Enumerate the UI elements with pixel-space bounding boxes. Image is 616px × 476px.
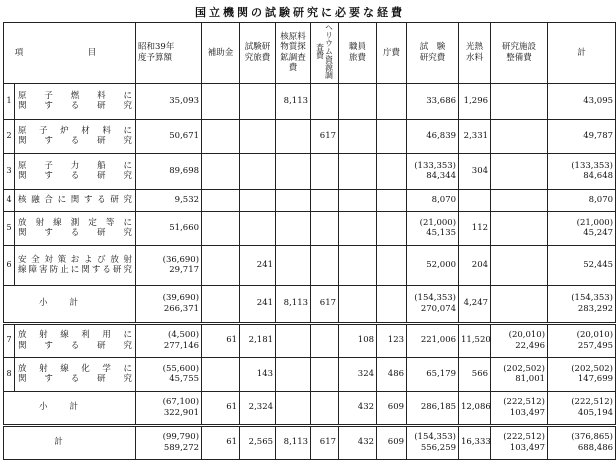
cell-konetsu: 4,247 bbox=[459, 285, 491, 323]
cell-budget: (99,790) 589,272 bbox=[136, 425, 202, 459]
cell-heli bbox=[311, 83, 339, 119]
header-budget: 昭和39年 度予算額 bbox=[136, 23, 202, 84]
cell-konetsu: 112 bbox=[459, 211, 491, 245]
table-row bbox=[4, 189, 616, 211]
cell-shokuin: 108 bbox=[339, 323, 377, 357]
row-index: 7 bbox=[4, 323, 15, 357]
cell-ryohi: 2,565 bbox=[240, 425, 276, 459]
cell-ryohi bbox=[240, 119, 276, 153]
cell-shisetsu bbox=[491, 211, 548, 245]
header-nuclear-survey: 核原料 物質探 鉱調査費 bbox=[276, 23, 311, 84]
cell-konetsu: 566 bbox=[459, 357, 491, 391]
cell-heli bbox=[311, 391, 339, 425]
row-index: 1 bbox=[4, 83, 15, 119]
cell-heli bbox=[311, 323, 339, 357]
row-item-name: 原子力船に 関する研究 bbox=[15, 153, 136, 189]
cell-budget: 50,671 bbox=[136, 119, 202, 153]
cell-chohi: 609 bbox=[377, 425, 407, 459]
cell-shiken: (154,353) 270,074 bbox=[407, 285, 459, 323]
cell-heli: 617 bbox=[311, 425, 339, 459]
cell-shokuin bbox=[339, 285, 377, 323]
cell-ryohi bbox=[240, 153, 276, 189]
cell-shiken: (154,353) 556,259 bbox=[407, 425, 459, 459]
table-row bbox=[4, 119, 616, 153]
cell-budget: (67,100) 322,901 bbox=[136, 391, 202, 425]
cell-hojo bbox=[202, 153, 240, 189]
cell-shisetsu bbox=[491, 189, 548, 211]
table-row bbox=[4, 153, 616, 189]
cell-kakugen bbox=[276, 323, 311, 357]
cell-shiken: (21,000) 45,135 bbox=[407, 211, 459, 245]
cell-shiken: 65,179 bbox=[407, 357, 459, 391]
cell-shiken: 286,185 bbox=[407, 391, 459, 425]
row-label: 計 bbox=[4, 425, 136, 459]
cell-konetsu: 2,331 bbox=[459, 119, 491, 153]
cell-total: (133,353) 84,648 bbox=[548, 153, 616, 189]
row-index: 5 bbox=[4, 211, 15, 245]
cell-kakugen bbox=[276, 391, 311, 425]
table-row bbox=[4, 357, 616, 391]
cell-shisetsu: (222,512) 103,497 bbox=[491, 425, 548, 459]
row-item-name: 原子炉材料に 関する研究 bbox=[15, 119, 136, 153]
header-item: 項 目 bbox=[4, 23, 136, 84]
cell-kakugen bbox=[276, 211, 311, 245]
cell-total: (222,512) 405,194 bbox=[548, 391, 616, 425]
header-total: 計 bbox=[548, 23, 616, 84]
cell-chohi bbox=[377, 285, 407, 323]
header-staff-travel: 職員 旅費 bbox=[339, 23, 377, 84]
cell-konetsu: 1,296 bbox=[459, 83, 491, 119]
cell-kakugen bbox=[276, 153, 311, 189]
header-helium: ヘリウム資源調査費 bbox=[311, 23, 339, 84]
cell-hojo bbox=[202, 245, 240, 285]
cell-ryohi bbox=[240, 83, 276, 119]
cell-heli: 617 bbox=[311, 285, 339, 323]
cell-hojo: 61 bbox=[202, 391, 240, 425]
row-index: 8 bbox=[4, 357, 15, 391]
cell-shokuin bbox=[339, 119, 377, 153]
cell-shokuin: 432 bbox=[339, 391, 377, 425]
cell-ryohi: 143 bbox=[240, 357, 276, 391]
cell-heli bbox=[311, 245, 339, 285]
cell-hojo: 61 bbox=[202, 323, 240, 357]
cell-shisetsu: (202,502) 81,001 bbox=[491, 357, 548, 391]
header-facility: 研究施設 整備費 bbox=[491, 23, 548, 84]
cell-ryohi: 2,324 bbox=[240, 391, 276, 425]
cell-shisetsu bbox=[491, 285, 548, 323]
cell-hojo bbox=[202, 357, 240, 391]
grand-total-row bbox=[4, 425, 616, 459]
cell-shokuin: 432 bbox=[339, 425, 377, 459]
cell-shokuin bbox=[339, 189, 377, 211]
cell-hojo bbox=[202, 83, 240, 119]
cell-total: 8,070 bbox=[548, 189, 616, 211]
header-office: 庁費 bbox=[377, 23, 407, 84]
cell-kakugen: 8,113 bbox=[276, 83, 311, 119]
cell-chohi: 609 bbox=[377, 391, 407, 425]
table-row bbox=[4, 83, 616, 119]
cell-budget: (4,500) 277,146 bbox=[136, 323, 202, 357]
page-title: 国立機関の試験研究に必要な経費 bbox=[195, 6, 405, 19]
row-item-name: 核融合に関する研究 bbox=[15, 189, 136, 211]
cell-hojo bbox=[202, 119, 240, 153]
cell-hojo bbox=[202, 189, 240, 211]
cell-konetsu: 16,333 bbox=[459, 425, 491, 459]
cell-total: (202,502) 147,699 bbox=[548, 357, 616, 391]
cell-total: 49,787 bbox=[548, 119, 616, 153]
cell-hojo bbox=[202, 211, 240, 245]
cell-kakugen: 8,113 bbox=[276, 285, 311, 323]
cell-ryohi: 2,181 bbox=[240, 323, 276, 357]
cell-shiken: 46,839 bbox=[407, 119, 459, 153]
cell-budget: 9,532 bbox=[136, 189, 202, 211]
table-row bbox=[4, 323, 616, 357]
header-row bbox=[4, 23, 616, 84]
cell-shokuin bbox=[339, 211, 377, 245]
cell-konetsu: 304 bbox=[459, 153, 491, 189]
cell-shiken: (133,353) 84,344 bbox=[407, 153, 459, 189]
cell-konetsu bbox=[459, 189, 491, 211]
cell-shiken: 8,070 bbox=[407, 189, 459, 211]
row-item-name: 安全対策および放射 線障害防止に関する研究 bbox=[15, 245, 136, 285]
cell-total: (20,010) 257,495 bbox=[548, 323, 616, 357]
row-item-name: 放射線利用に 関する研究 bbox=[15, 323, 136, 357]
cell-total: (21,000) 45,247 bbox=[548, 211, 616, 245]
cell-total: (376,865) 688,486 bbox=[548, 425, 616, 459]
cell-kakugen bbox=[276, 357, 311, 391]
cell-shokuin bbox=[339, 83, 377, 119]
row-index: 6 bbox=[4, 245, 15, 285]
cell-chohi bbox=[377, 211, 407, 245]
cell-konetsu: 11,520 bbox=[459, 323, 491, 357]
table-row bbox=[4, 211, 616, 245]
cell-ryohi bbox=[240, 211, 276, 245]
cell-ryohi: 241 bbox=[240, 285, 276, 323]
row-label: 小計 bbox=[4, 285, 136, 323]
cell-ryohi: 241 bbox=[240, 245, 276, 285]
cell-heli bbox=[311, 357, 339, 391]
cell-shisetsu bbox=[491, 119, 548, 153]
subtotal-row bbox=[4, 285, 616, 323]
cell-budget: (55,600) 45,755 bbox=[136, 357, 202, 391]
row-item-name: 放射線化学に 関する研究 bbox=[15, 357, 136, 391]
header-research: 試 験 研究費 bbox=[407, 23, 459, 84]
row-item-name: 放射線測定等に 関する研究 bbox=[15, 211, 136, 245]
row-item-name: 原子燃料に 関する研究 bbox=[15, 83, 136, 119]
cell-total: 43,095 bbox=[548, 83, 616, 119]
cell-shiken: 221,006 bbox=[407, 323, 459, 357]
cell-shisetsu: (20,010) 22,496 bbox=[491, 323, 548, 357]
row-index: 2 bbox=[4, 119, 15, 153]
cell-chohi bbox=[377, 83, 407, 119]
cell-chohi: 123 bbox=[377, 323, 407, 357]
cell-hojo: 61 bbox=[202, 425, 240, 459]
header-utility: 光熱 水料 bbox=[459, 23, 491, 84]
cell-chohi bbox=[377, 119, 407, 153]
cell-budget: 35,093 bbox=[136, 83, 202, 119]
cell-shisetsu bbox=[491, 245, 548, 285]
cell-heli: 617 bbox=[311, 119, 339, 153]
cell-budget: 89,698 bbox=[136, 153, 202, 189]
cell-budget: (36,690) 29,717 bbox=[136, 245, 202, 285]
table-row bbox=[4, 245, 616, 285]
row-index: 4 bbox=[4, 189, 15, 211]
cell-chohi bbox=[377, 153, 407, 189]
cell-heli bbox=[311, 153, 339, 189]
cell-kakugen bbox=[276, 119, 311, 153]
row-index: 3 bbox=[4, 153, 15, 189]
cell-shisetsu: (222,512) 103,497 bbox=[491, 391, 548, 425]
cell-kakugen bbox=[276, 189, 311, 211]
cell-chohi bbox=[377, 189, 407, 211]
cell-shisetsu bbox=[491, 153, 548, 189]
cell-heli bbox=[311, 189, 339, 211]
cell-heli bbox=[311, 211, 339, 245]
cell-chohi: 486 bbox=[377, 357, 407, 391]
cell-hojo bbox=[202, 285, 240, 323]
cell-kakugen bbox=[276, 245, 311, 285]
cell-chohi bbox=[377, 245, 407, 285]
cell-shisetsu bbox=[491, 83, 548, 119]
cell-total: (154,353) 283,292 bbox=[548, 285, 616, 323]
header-research-travel: 試験研 究旅費 bbox=[240, 23, 276, 84]
cell-konetsu: 12,086 bbox=[459, 391, 491, 425]
header-subsidy: 補助金 bbox=[202, 23, 240, 84]
cell-budget: (39,690) 266,371 bbox=[136, 285, 202, 323]
cell-kakugen: 8,113 bbox=[276, 425, 311, 459]
cell-shokuin bbox=[339, 245, 377, 285]
cell-total: 52,445 bbox=[548, 245, 616, 285]
cell-budget: 51,660 bbox=[136, 211, 202, 245]
row-label: 小計 bbox=[4, 391, 136, 425]
cell-shokuin: 324 bbox=[339, 357, 377, 391]
cell-shiken: 33,686 bbox=[407, 83, 459, 119]
cell-shiken: 52,000 bbox=[407, 245, 459, 285]
subtotal-row bbox=[4, 391, 616, 425]
cell-ryohi bbox=[240, 189, 276, 211]
cell-konetsu: 204 bbox=[459, 245, 491, 285]
budget-table bbox=[3, 22, 616, 460]
cell-shokuin bbox=[339, 153, 377, 189]
